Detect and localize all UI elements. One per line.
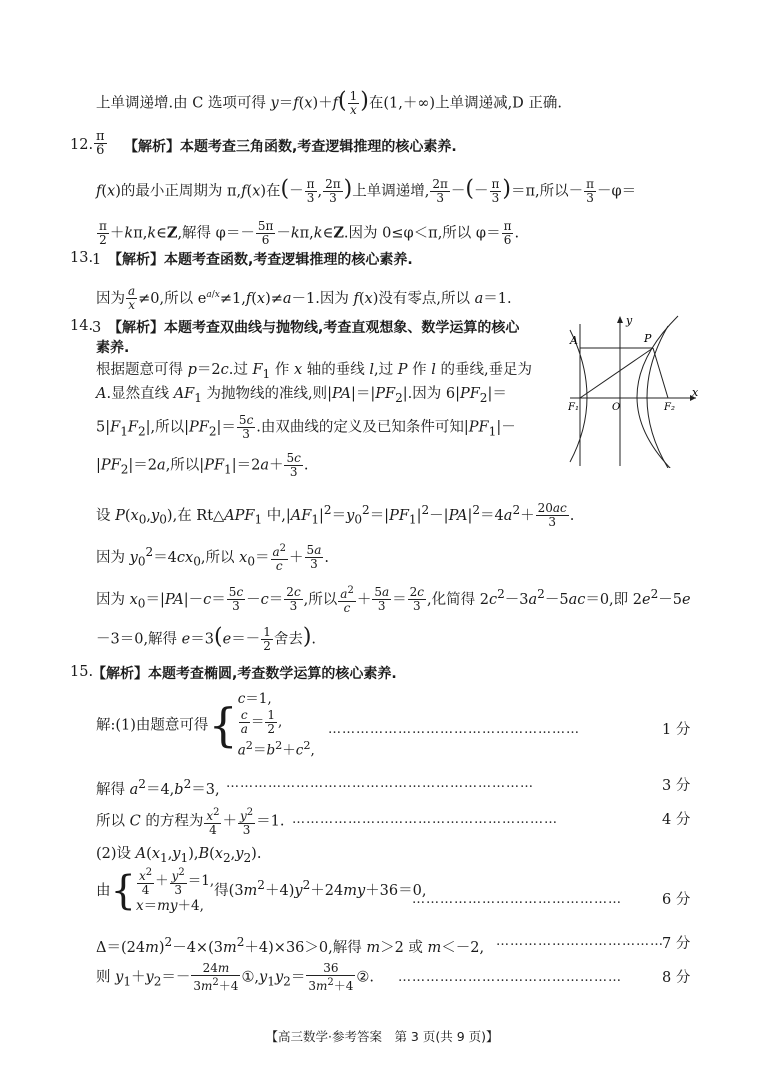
analysis-heading: 【解析】本题考查椭圆,考查数学运算的核心素养. xyxy=(92,666,397,682)
text-line: $\frac{\pi}{2}$ ＋kπ,k∈Z,解得 φ＝－ $\frac{5\pi}{6}$ －kπ,k∈Z.因为 0≤φ＜π,所以 φ＝ $\frac{\pi}{6}$ . xyxy=(99,219,520,247)
score: 7 分 xyxy=(662,936,691,952)
page-footer: 【高三数学·参考答案 第 3 页(共 9 页)】 xyxy=(265,1029,499,1044)
answer: 1 xyxy=(92,252,102,268)
fig-label-y: y xyxy=(626,314,633,327)
text-line: 根据题意可得 p＝2c.过 $F_1$ 作 x 轴的垂线 l,过 P 作 l 的垂线,垂足为 xyxy=(96,362,533,381)
answer: 3 xyxy=(92,320,102,336)
question-number: 15. xyxy=(70,664,94,680)
dot-leader: ………………………………………… xyxy=(398,970,622,985)
dot-leader: ………………………………………………… xyxy=(292,812,558,827)
dot-leader: ……………………………………… xyxy=(412,892,622,907)
analysis-heading: 【解析】本题考查函数,考查逻辑推理的核心素养. xyxy=(108,252,413,268)
fig-label-P: P xyxy=(644,332,652,345)
text-line: f(x)的最小正周期为 π,f(x)在(－ $\frac{\pi}{3}$ , $\frac{2\pi}{3}$ )上单调递增, $\frac{2\pi}{3}$ －(－ $\frac{\pi}{3}$ )＝π,所以－ $\frac{\pi}{3}$ －φ＝ xyxy=(96,176,637,205)
system-intro: 由 xyxy=(96,883,111,899)
text-line: 上单调递增.由 C 选项可得 y＝f(x)＋f( $\frac{1}{x}$ )在(1,＋∞)上单调递减,D 正确. xyxy=(96,88,563,117)
dot-leader: ……………………………… xyxy=(496,934,664,949)
analysis-heading: 【解析】本题考查双曲线与抛物线,考查直观想象、数学运算的核心 xyxy=(108,320,520,336)
text-line: 因为 $y_0^2=4cx_0$,所以 $x_0=$ $\frac{a^2}{c}$ ＋ $\frac{5a}{3}$ . xyxy=(96,543,329,574)
text-line: 因为 $\frac{a}{x}$ ≠0,所以 $e^{a/x}\ne 1,f(x)\ne a-1$.因为 f(x)没有零点,所以 a＝1. xyxy=(96,284,512,313)
fig-label-F1: F₁ xyxy=(568,402,579,413)
fig-label-F2: F₂ xyxy=(664,402,675,413)
text-line: $5|F_1F_2|$,所以$|PF_2|=$ $\frac{5c}{3}$ .由双曲线的定义及已知条件可知$|PF_1|-$ xyxy=(96,413,516,441)
question-number: 14. xyxy=(70,318,94,334)
question-number: 12. xyxy=(70,137,94,153)
fig-label-x: x xyxy=(692,386,699,399)
system-line: 由{ $\frac{x^2}{4}$ ＋ $\frac{y^2}{3}$ ＝1, x＝my＋4, 得$(3m^2+4)y^2+24my+36=0$, xyxy=(96,867,427,914)
solution-intro: 解:(1)由题意可得 xyxy=(96,717,209,734)
fig-label-A: A xyxy=(570,334,578,347)
text-line: 则 $y_1+y_2=-$ $\frac{24m}{3m^2+4}$ $①,y_1y_2=$ $\frac{36}{3m^2+4}$ ②. xyxy=(96,961,374,993)
fig-label-O: O xyxy=(612,402,621,413)
score: 3 分 xyxy=(662,778,691,794)
text-line: 解得 $a^2=4,b^2=3$, xyxy=(96,777,220,798)
score: 4 分 xyxy=(662,812,691,828)
text-line: 设 $P(x_0,y_0)$,在 $Rt\triangle APF_1$ 中$,|AF_1|^2=y_0^2=|PF_1|^2-|PA|^2=4a^2+$ $\frac{20ac}{3}$ . xyxy=(96,501,575,530)
text-line: 因为 $x_0=|PA|-c=$ $\frac{5c}{3}$ －c＝ $\frac{2c}{3}$ ,所以 $\frac{a^2}{c}$ ＋ $\frac{5a}{3}$ ＝ $\frac{2c}{3}$ ,化简得 $2c^2-3a^2-5ac=0$,即 $2e^2-5e$ xyxy=(96,585,691,616)
score: 1 分 xyxy=(662,722,691,738)
text-line: $|PF_2|=2a$,所以$|PF_1|=2a+$ $\frac{5c}{3}$ . xyxy=(96,451,309,479)
dot-leader: ………………………………………………………… xyxy=(226,776,534,791)
analysis-heading-cont: 素养. xyxy=(96,340,130,356)
dot-leader: ……………………………………………… xyxy=(328,722,580,737)
question-number: 13. xyxy=(70,250,94,266)
hyperbola-parabola-figure xyxy=(568,312,702,468)
answer: $\frac{\pi}{6}$ xyxy=(96,129,105,158)
score: 8 分 xyxy=(662,970,691,986)
text-line: 所以 C 的方程为 $\frac{x^2}{4}$ ＋ $\frac{y^2}{3}$ ＝1. xyxy=(96,807,285,837)
system-line: 解:(1)由题意可得{ c＝1, $\frac{c}{a}$ ＝ $\frac{1}{2}$ , $a^2=b^2+c^2$, xyxy=(96,691,315,759)
text-line: $\Delta=(24m)^2-4\times(3m^2+4)\times 36>0$,解得 m＞2 或 m＜－2, xyxy=(96,935,485,956)
text-line: (2)设 $A(x_1,y_1),B(x_2,y_2)$. xyxy=(96,846,262,865)
text-line: －3＝0,解得 e＝3(e＝－ $\frac{1}{2}$ 舍去). xyxy=(96,624,317,653)
analysis-heading: 【解析】本题考查三角函数,考查逻辑推理的核心素养. xyxy=(124,139,457,155)
text-line: A.显然直线 $AF_1$ 为抛物线的准线,则$|PA|=|PF_2|$.因为 $6|PF_2|=$ xyxy=(96,386,507,405)
score: 6 分 xyxy=(662,892,691,908)
